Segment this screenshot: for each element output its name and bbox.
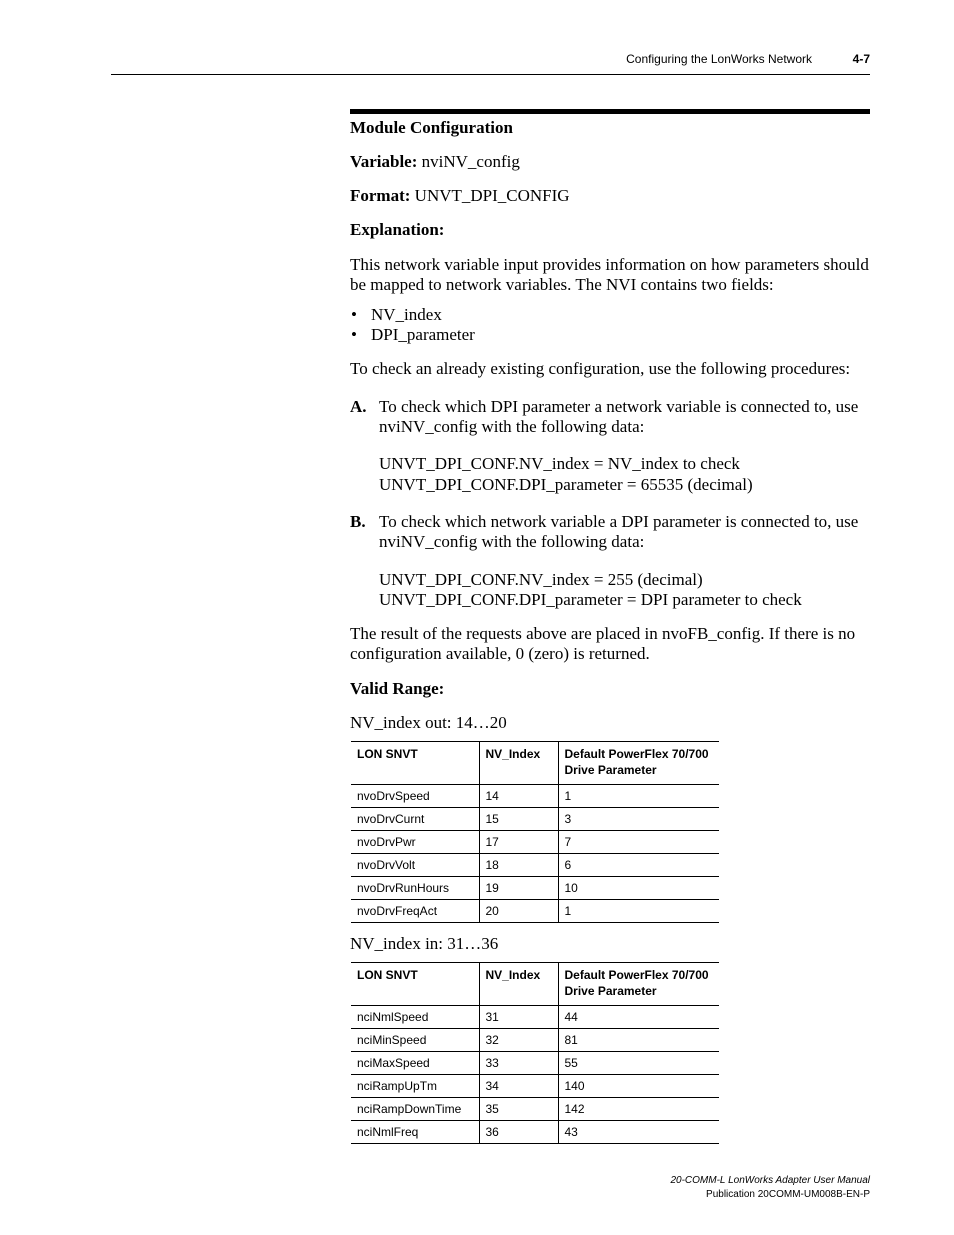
header-nv-index: NV_Index [479, 963, 558, 1006]
header-nv-index: NV_Index [479, 742, 558, 785]
header-default-parameter [558, 963, 719, 1006]
nv-index-cell: 31 [479, 1006, 558, 1029]
footer-manual-title: 20-COMM-L LonWorks Adapter User Manual [670, 1175, 870, 1186]
nv-index-cell: 17 [479, 831, 558, 854]
variable-line [350, 152, 520, 172]
step-a-line1: To check which DPI parameter a network variable is connected to, use [379, 397, 859, 416]
lon-snvt-cell: nvoDrvSpeed [351, 785, 479, 808]
drive-parameter-cell: 3 [558, 808, 719, 831]
drive-parameter-cell: 140 [558, 1075, 719, 1098]
nv-index-cell: 35 [479, 1098, 558, 1121]
paragraph3-line1: The result of the requests above are placed in nvoFB_config. If there is no [350, 624, 856, 643]
paragraph1-line2: be mapped to network variables. The NVI contains two fields: [350, 275, 774, 294]
header-default-parameter [558, 742, 719, 785]
header-rule [111, 74, 870, 75]
table-row [351, 1121, 719, 1144]
lon-snvt-cell: nciRampUpTm [351, 1075, 479, 1098]
step-a-code2: UNVT_DPI_CONF.DPI_parameter = 65535 (decimal) [379, 475, 753, 494]
running-header-title: Configuring the LonWorks Network [626, 52, 812, 66]
range-out-label: NV_index out: 14…20 [350, 713, 507, 732]
format-value: UNVT_DPI_CONFIG [414, 186, 570, 205]
table-row [351, 877, 719, 900]
table-row [351, 1098, 719, 1121]
lon-snvt-cell: nciNmlSpeed [351, 1006, 479, 1029]
header-lon-snvt: LON SNVT [351, 963, 479, 1006]
lon-snvt-cell: nciNmlFreq [351, 1121, 479, 1144]
footer-publication: Publication 20COMM-UM008B-EN-P [706, 1189, 870, 1200]
step-b-line1: To check which network variable a DPI parameter is connected to, use [379, 512, 859, 531]
format-label: Format: [350, 186, 411, 205]
step-a-line2: nviNV_config with the following data: [379, 417, 645, 436]
table-row [351, 831, 719, 854]
header-lon-snvt: LON SNVT [351, 742, 479, 785]
table-header-row [351, 963, 719, 1006]
header-default-parameter-line1: Default PowerFlex 70/700 [564, 747, 709, 761]
table-row [351, 808, 719, 831]
nv-index-cell: 34 [479, 1075, 558, 1098]
drive-parameter-cell: 55 [558, 1052, 719, 1075]
explanation-label: Explanation: [350, 220, 445, 239]
header-default-parameter-line1: Default PowerFlex 70/700 [564, 968, 709, 982]
drive-parameter-cell: 1 [558, 785, 719, 808]
variable-value: nviNV_config [421, 152, 520, 171]
lon-snvt-cell: nvoDrvCurnt [351, 808, 479, 831]
nv-index-cell: 14 [479, 785, 558, 808]
table-header-row [351, 742, 719, 785]
table-row [351, 1052, 719, 1075]
drive-parameter-cell: 44 [558, 1006, 719, 1029]
step-b-letter: B. [350, 512, 366, 531]
nv-index-cell: 32 [479, 1029, 558, 1052]
paragraph2: To check an already existing configuration, use the following procedures: [350, 359, 851, 378]
drive-parameter-cell: 43 [558, 1121, 719, 1144]
header-default-parameter-line2: Drive Parameter [564, 763, 657, 777]
section-heading: Module Configuration [350, 118, 513, 137]
table-row [351, 1006, 719, 1029]
bullet-item: DPI_parameter [371, 325, 475, 344]
lon-snvt-cell: nciMinSpeed [351, 1029, 479, 1052]
section-rule [350, 109, 870, 114]
table-row [351, 1075, 719, 1098]
bullet-glyph: • [351, 305, 357, 324]
range-in-label: NV_index in: 31…36 [350, 934, 499, 953]
variable-label: Variable: [350, 152, 418, 171]
step-b-code2: UNVT_DPI_CONF.DPI_parameter = DPI parameter to check [379, 590, 802, 609]
lon-snvt-cell: nciMaxSpeed [351, 1052, 479, 1075]
nv-index-cell: 18 [479, 854, 558, 877]
lon-snvt-cell: nvoDrvRunHours [351, 877, 479, 900]
lon-snvt-cell: nvoDrvVolt [351, 854, 479, 877]
format-line [350, 186, 570, 206]
table-row [351, 900, 719, 923]
paragraph3-line2: configuration available, 0 (zero) is returned. [350, 644, 650, 663]
bullet-glyph: • [351, 325, 357, 344]
step-a-code1: UNVT_DPI_CONF.NV_index = NV_index to check [379, 454, 740, 473]
step-b-line2: nviNV_config with the following data: [379, 532, 645, 551]
step-a-letter: A. [350, 397, 367, 416]
lon-snvt-cell: nvoDrvPwr [351, 831, 479, 854]
bullet-item: NV_index [371, 305, 442, 324]
table-row [351, 1029, 719, 1052]
nv-index-out-table [351, 741, 719, 923]
nv-index-in-table [351, 962, 719, 1144]
nv-index-cell: 20 [479, 900, 558, 923]
drive-parameter-cell: 81 [558, 1029, 719, 1052]
paragraph1-line1: This network variable input provides information on how parameters should [350, 255, 869, 274]
drive-parameter-cell: 142 [558, 1098, 719, 1121]
lon-snvt-cell: nciRampDownTime [351, 1098, 479, 1121]
table-row [351, 785, 719, 808]
header-default-parameter-line2: Drive Parameter [564, 984, 657, 998]
drive-parameter-cell: 1 [558, 900, 719, 923]
page-number: 4-7 [852, 52, 870, 66]
valid-range-label: Valid Range: [350, 679, 445, 698]
drive-parameter-cell: 10 [558, 877, 719, 900]
step-b-code1: UNVT_DPI_CONF.NV_index = 255 (decimal) [379, 570, 703, 589]
nv-index-cell: 36 [479, 1121, 558, 1144]
table-row [351, 854, 719, 877]
drive-parameter-cell: 7 [558, 831, 719, 854]
nv-index-cell: 15 [479, 808, 558, 831]
nv-index-cell: 33 [479, 1052, 558, 1075]
lon-snvt-cell: nvoDrvFreqAct [351, 900, 479, 923]
drive-parameter-cell: 6 [558, 854, 719, 877]
nv-index-cell: 19 [479, 877, 558, 900]
